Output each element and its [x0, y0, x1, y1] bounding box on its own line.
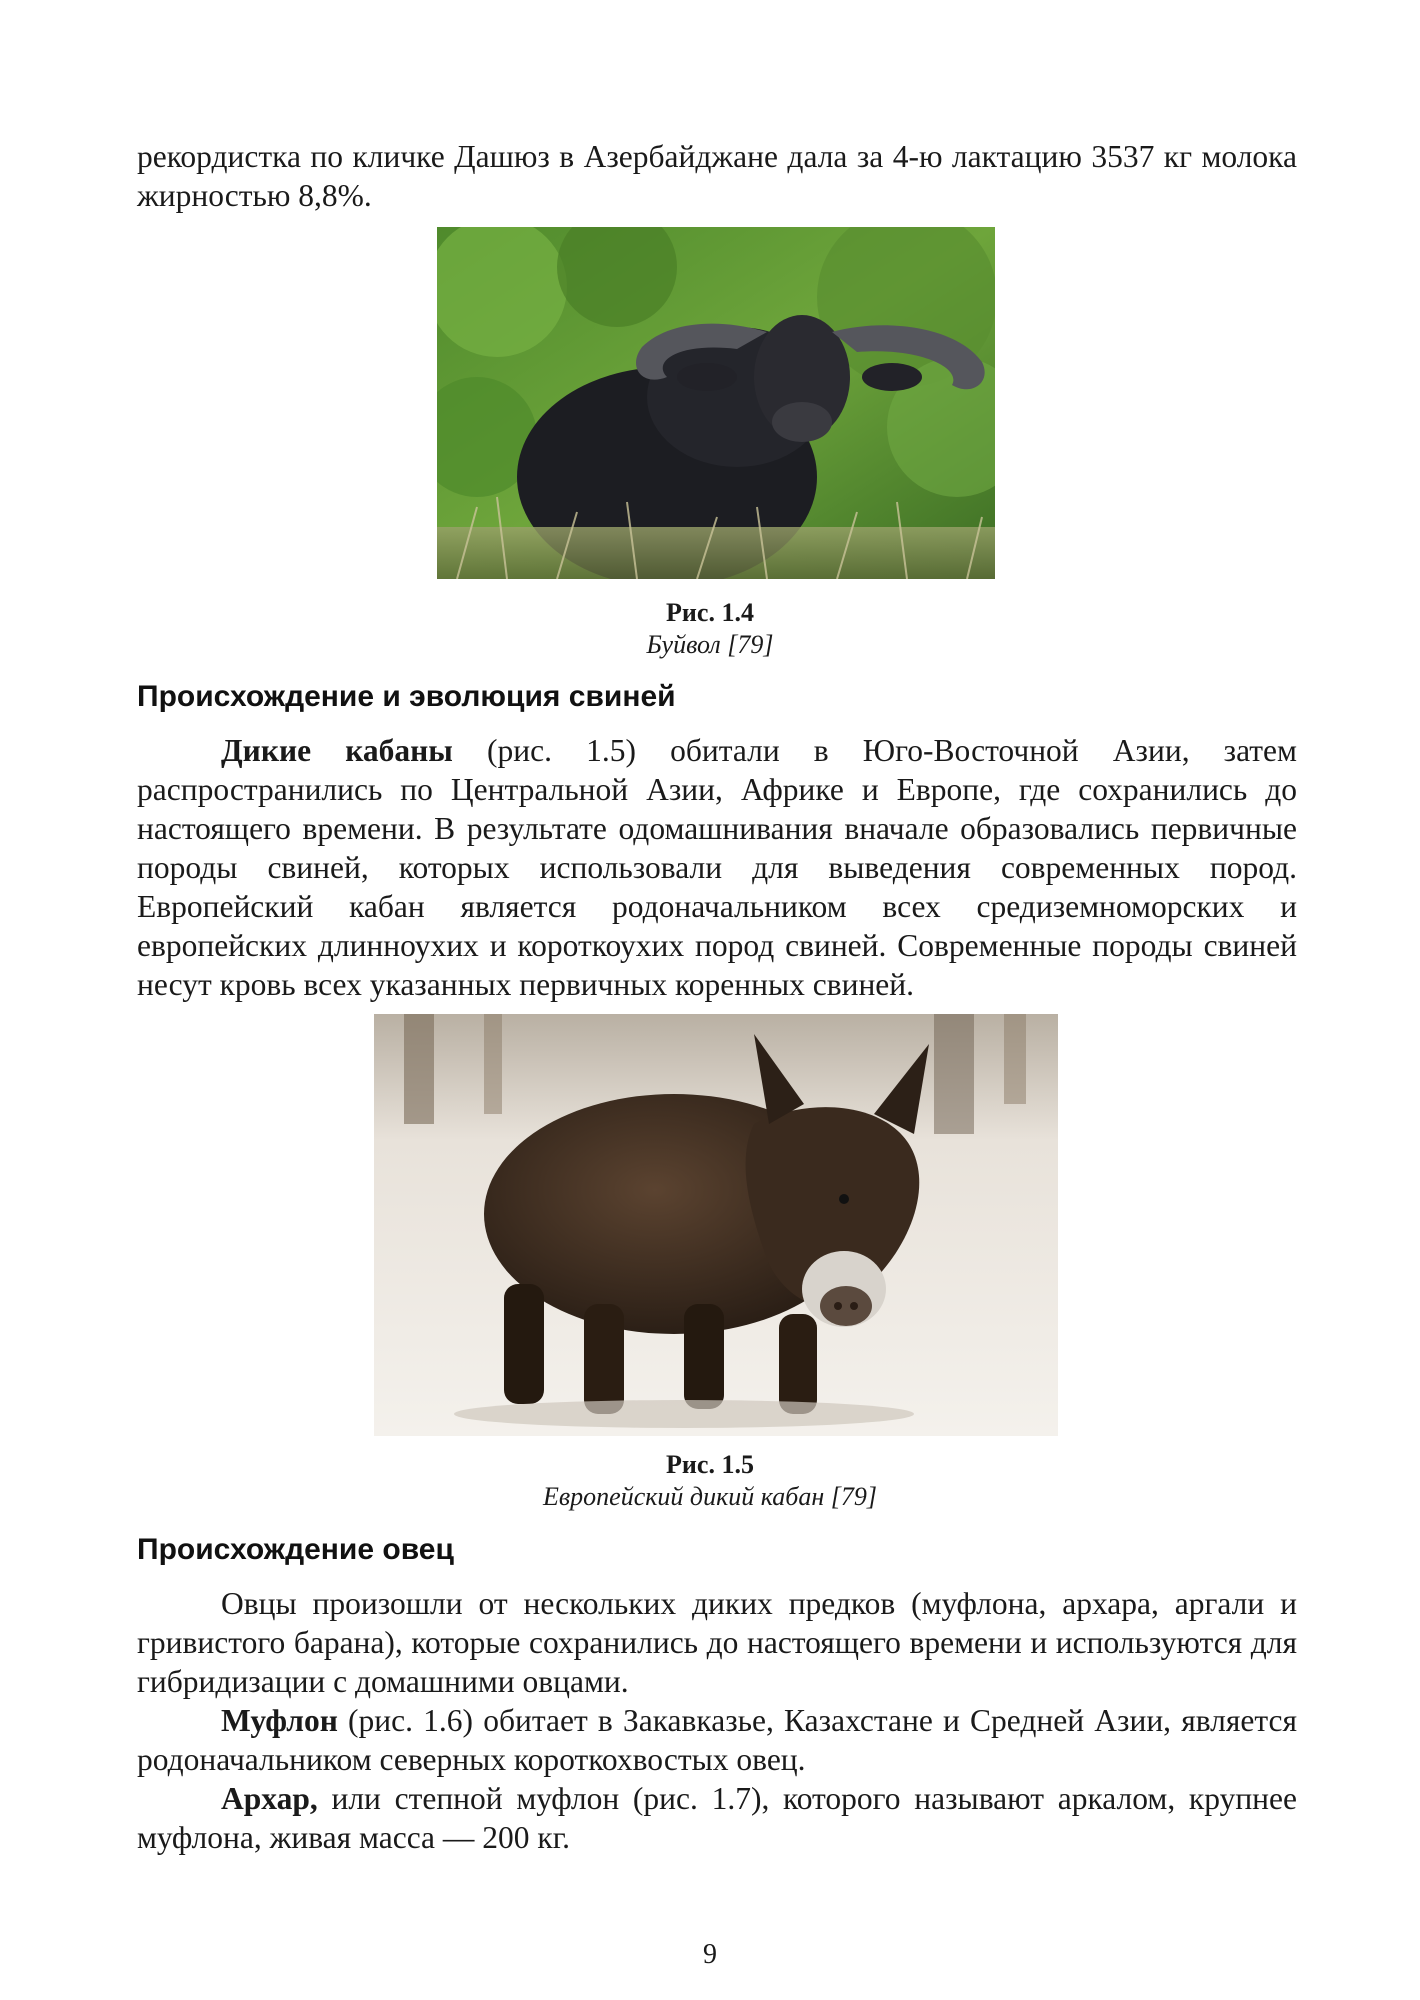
- figure-number: Рис. 1.4: [666, 598, 754, 627]
- bold-term: Муфлон: [221, 1703, 338, 1738]
- bold-term: Архар,: [221, 1781, 318, 1816]
- figure-description: Буйвол [79]: [646, 630, 774, 659]
- muflon-paragraph: [137, 1701, 1297, 1779]
- bold-term: Дикие кабаны: [221, 733, 453, 768]
- figure-caption-1-4: [0, 597, 1420, 661]
- figure-description: Европейский дикий кабан [79]: [543, 1482, 877, 1511]
- section-heading-sheep: Происхождение овец: [137, 1533, 454, 1566]
- buffalo-photo: [437, 227, 995, 579]
- figure-caption-1-5: [0, 1449, 1420, 1513]
- page-number: 9: [703, 1939, 717, 1970]
- arkhar-paragraph: [137, 1779, 1297, 1857]
- pigs-paragraph: [137, 731, 1297, 1004]
- sheep-paragraph: Овцы произошли от нескольких диких предков (муфлона, архара, аргали и гривистого барана), которые сохранились до настоящего времени и используются для гибридизации с домашними овцами.: [137, 1586, 1297, 1699]
- section-heading-pigs: Происхождение и эволюция свиней: [137, 680, 676, 713]
- wild-boar-photo: [374, 1014, 1058, 1436]
- paragraph-text: или степной муфлон (рис. 1.7), которого называют аркалом, крупнее муфлона, живая масса — 200 кг.: [137, 1781, 1297, 1855]
- paragraph-text: (рис. 1.5) обитали в Юго-Восточной Азии, затем распространились по Центральной Азии, Африке и Европе, где сохранились до настоящего времени. В результате одомашнивания вначале образовались первичные породы свиней, которых использовали для выведения современных пород. Европейский кабан является родоначальником всех средиземноморских и европейских длинноухих и короткоухих пород свиней. Современные породы свиней несут кровь всех указанных первичных коренных свиней.: [137, 733, 1297, 1002]
- intro-paragraph: рекордистка по кличке Дашюз в Азербайджане дала за 4-ю лактацию 3537 кг молока жирностью 8,8%.: [137, 139, 1297, 213]
- figure-number: Рис. 1.5: [666, 1450, 754, 1479]
- paragraph-text: (рис. 1.6) обитает в Закавказье, Казахстане и Средней Азии, является родоначальником северных короткохвостых овец.: [137, 1703, 1297, 1777]
